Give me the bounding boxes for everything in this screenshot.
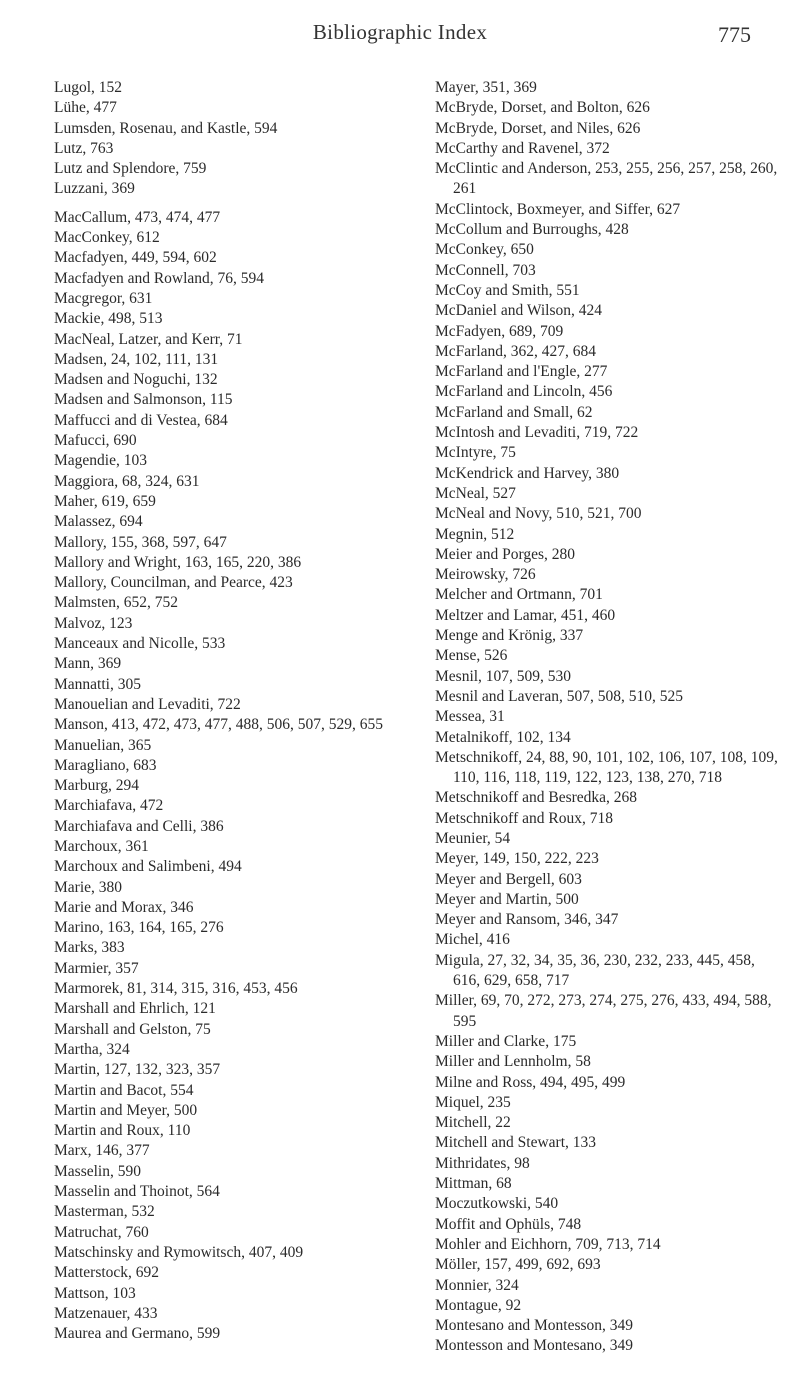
index-entry: Marshall and Gelston, 75 (54, 1020, 211, 1038)
index-entry: Moffit and Ophüls, 748 (435, 1215, 582, 1233)
index-entry: Mense, 526 (435, 647, 508, 665)
index-entry: McIntosh and Levaditi, 719, 722 (435, 424, 639, 442)
index-entry: Manuelian, 365 (54, 736, 152, 754)
index-entry: Mafucci, 690 (54, 432, 137, 450)
index-entry: McConkey, 650 (435, 241, 534, 259)
index-entry: Mallory and Wright, 163, 165, 220, 386 (54, 553, 302, 571)
index-entry: Milne and Ross, 494, 495, 499 (435, 1073, 626, 1091)
index-entry: Meltzer and Lamar, 451, 460 (435, 606, 616, 624)
index-entry: Maffucci and di Vestea, 684 (54, 411, 228, 429)
index-entry: Martha, 324 (54, 1040, 130, 1058)
index-entry: Madsen and Noguchi, 132 (54, 371, 218, 389)
index-entry: McFarland and Lincoln, 456 (435, 383, 613, 401)
index-entry: Miller and Clarke, 175 (435, 1032, 577, 1050)
index-entry: Marchoux and Salimbeni, 494 (54, 858, 242, 876)
index-entry: Metalnikoff, 102, 134 (435, 728, 571, 746)
index-entry: Messea, 31 (435, 708, 505, 726)
index-entry: Maragliano, 683 (54, 756, 157, 774)
index-entry: Martin and Meyer, 500 (54, 1101, 198, 1119)
index-entry: Möller, 157, 499, 692, 693 (435, 1256, 601, 1274)
index-entry: McBryde, Dorset, and Bolton, 626 (435, 99, 650, 117)
index-entry: Miller and Lennholm, 58 (435, 1053, 591, 1071)
index-entry: Malvoz, 123 (54, 614, 133, 632)
index-entry: Matruchat, 760 (54, 1223, 149, 1241)
index-entry: Masselin and Thoinot, 564 (54, 1183, 220, 1201)
index-entry: Meier and Porges, 280 (435, 545, 576, 563)
index-entry: Matzenauer, 433 (54, 1304, 158, 1322)
index-entry: Marchiafava, 472 (54, 797, 164, 815)
index-entry: McCarthy and Ravenel, 372 (435, 139, 610, 157)
index-entry: Montague, 92 (435, 1296, 522, 1314)
index-entry: Lutz and Splendore, 759 (54, 160, 207, 178)
index-entry: Maher, 619, 659 (54, 492, 156, 510)
index-entry: Moczutkowski, 540 (435, 1195, 559, 1213)
index-entry: Mohler and Eichhorn, 709, 713, 714 (435, 1235, 661, 1253)
index-entry: Mayer, 351, 369 (435, 79, 537, 96)
index-entry: Mackie, 498, 513 (54, 310, 163, 328)
index-entry: Marie and Morax, 346 (54, 898, 194, 916)
index-entry: Migula, 27, 32, 34, 35, 36, 230, 232, 233, 445, 458, 616, 629, 658, 717 (435, 951, 755, 990)
index-entry: Meunier, 54 (435, 829, 511, 847)
index-entry: Marburg, 294 (54, 777, 139, 795)
index-entry: Matterstock, 692 (54, 1264, 160, 1282)
index-entry: Malassez, 694 (54, 513, 143, 531)
index-entry: Mattson, 103 (54, 1284, 136, 1302)
index-entry: Lühe, 477 (54, 99, 117, 117)
index-entry: MacConkey, 612 (54, 229, 160, 247)
index-entry: Madsen and Salmonson, 115 (54, 391, 233, 409)
index-entry: Meyer, 149, 150, 222, 223 (435, 850, 599, 868)
index-entry: Lugol, 152 (54, 79, 123, 96)
index-entry: Marchoux, 361 (54, 837, 149, 855)
index-entry: McFarland and Small, 62 (435, 403, 593, 421)
index-entry: Mesnil and Laveran, 507, 508, 510, 525 (435, 687, 683, 705)
index-entry: McConnell, 703 (435, 261, 536, 279)
index-entry: Meyer and Martin, 500 (435, 890, 579, 908)
index-entry: Marks, 383 (54, 939, 125, 957)
index-entry: McCoy and Smith, 551 (435, 281, 580, 299)
index-entry: Marie, 380 (54, 878, 123, 896)
index-entry: Mallory, 155, 368, 597, 647 (54, 533, 227, 551)
index-entry: Montesson and Montesano, 349 (435, 1337, 634, 1355)
page-number: 775 (718, 22, 751, 47)
index-entry: Lutz, 763 (54, 139, 114, 157)
index-entry: McIntyre, 75 (435, 444, 516, 462)
index-entry: Miquel, 235 (435, 1093, 511, 1111)
index-entry: Lumsden, Rosenau, and Kastle, 594 (54, 119, 278, 137)
index-entry: Metschnikoff and Roux, 718 (435, 809, 613, 827)
index-entry: McFarland and l'Engle, 277 (435, 363, 608, 381)
index-entry: Monnier, 324 (435, 1276, 519, 1294)
index-entry: McFadyen, 689, 709 (435, 322, 564, 340)
index-entry: Masterman, 532 (54, 1203, 155, 1221)
index-entry: Manson, 413, 472, 473, 477, 488, 506, 507, 529, 655 (54, 716, 383, 734)
index-entry: Macfadyen, 449, 594, 602 (54, 249, 217, 267)
index-entry: McClintock, Boxmeyer, and Siffer, 627 (435, 200, 681, 218)
index-entry: Marmier, 357 (54, 959, 139, 977)
index-entry: Malmsten, 652, 752 (54, 594, 178, 612)
index-entry: Martin and Bacot, 554 (54, 1081, 194, 1099)
index-entry: Manouelian and Levaditi, 722 (54, 695, 241, 713)
index-entry: Martin and Roux, 110 (54, 1122, 191, 1140)
index-entry: MacNeal, Latzer, and Kerr, 71 (54, 330, 243, 348)
index-entry: Meirowsky, 726 (435, 566, 536, 584)
index-entry: Madsen, 24, 102, 111, 131 (54, 350, 219, 368)
running-head: Bibliographic Index (312, 20, 488, 44)
index-column-right (435, 78, 780, 1357)
index-entry: McDaniel and Wilson, 424 (435, 302, 602, 320)
index-entry: Marshall and Ehrlich, 121 (54, 1000, 216, 1018)
index-entry: Marmorek, 81, 314, 315, 316, 453, 456 (54, 980, 298, 998)
index-entry: Maurea and Germano, 599 (54, 1325, 221, 1343)
index-entry: MacCallum, 473, 474, 477 (54, 208, 221, 226)
index-entry: Marx, 146, 377 (54, 1142, 150, 1160)
index-entry: Mittman, 68 (435, 1175, 512, 1193)
index-entry: McKendrick and Harvey, 380 (435, 464, 620, 482)
index-entry: Megnin, 512 (435, 525, 515, 543)
index-entry: Metschnikoff and Besredka, 268 (435, 789, 638, 807)
index-entry: Luzzani, 369 (54, 180, 135, 198)
index-entry: Michel, 416 (435, 931, 510, 949)
index-entry: Mitchell and Stewart, 133 (435, 1134, 596, 1152)
index-entry: Meyer and Bergell, 603 (435, 870, 582, 888)
index-entry: Macgregor, 631 (54, 289, 153, 307)
index-entry: Miller, 69, 70, 272, 273, 274, 275, 276, 433, 494, 588, 595 (435, 992, 772, 1030)
index-entry: Mannatti, 305 (54, 675, 141, 693)
index-entry: Meyer and Ransom, 346, 347 (435, 911, 619, 929)
index-entry: Mallory, Councilman, and Pearce, 423 (54, 574, 293, 592)
index-entry: Marchiafava and Celli, 386 (54, 817, 224, 835)
index-entry: Menge and Krönig, 337 (435, 627, 584, 645)
index-entry: McNeal, 527 (435, 484, 516, 502)
index-entry: Mithridates, 98 (435, 1154, 530, 1172)
index-entry: Marino, 163, 164, 165, 276 (54, 919, 224, 937)
index-entry: Mitchell, 22 (435, 1114, 511, 1132)
index-entry: McFarland, 362, 427, 684 (435, 342, 597, 360)
index-entry: Mesnil, 107, 509, 530 (435, 667, 572, 685)
index-entry: Melcher and Ortmann, 701 (435, 586, 603, 604)
index-entry: Metschnikoff, 24, 88, 90, 101, 102, 106, 107, 108, 109, 110, 116, 118, 119, 122, 123, 138, 270, 718 (435, 748, 778, 787)
index-entry: Masselin, 590 (54, 1162, 141, 1180)
index-entry: Magendie, 103 (54, 452, 147, 470)
index-entry: McNeal and Novy, 510, 521, 700 (435, 505, 642, 523)
index-entry: Martin, 127, 132, 323, 357 (54, 1061, 221, 1079)
index-entry: McCollum and Burroughs, 428 (435, 221, 629, 239)
index-column-left (54, 78, 394, 1344)
index-entry: McClintic and Anderson, 253, 255, 256, 257, 258, 260, 261 (435, 160, 778, 198)
index-entry: McBryde, Dorset, and Niles, 626 (435, 119, 641, 137)
index-entry: Mann, 369 (54, 655, 122, 673)
index-entry: Manceaux and Nicolle, 533 (54, 635, 226, 653)
index-entry: Macfadyen and Rowland, 76, 594 (54, 269, 265, 287)
index-entry: Maggiora, 68, 324, 631 (54, 472, 200, 490)
index-entry: Montesano and Montesson, 349 (435, 1317, 634, 1335)
index-entry: Matschinsky and Rymowitsch, 407, 409 (54, 1243, 304, 1261)
